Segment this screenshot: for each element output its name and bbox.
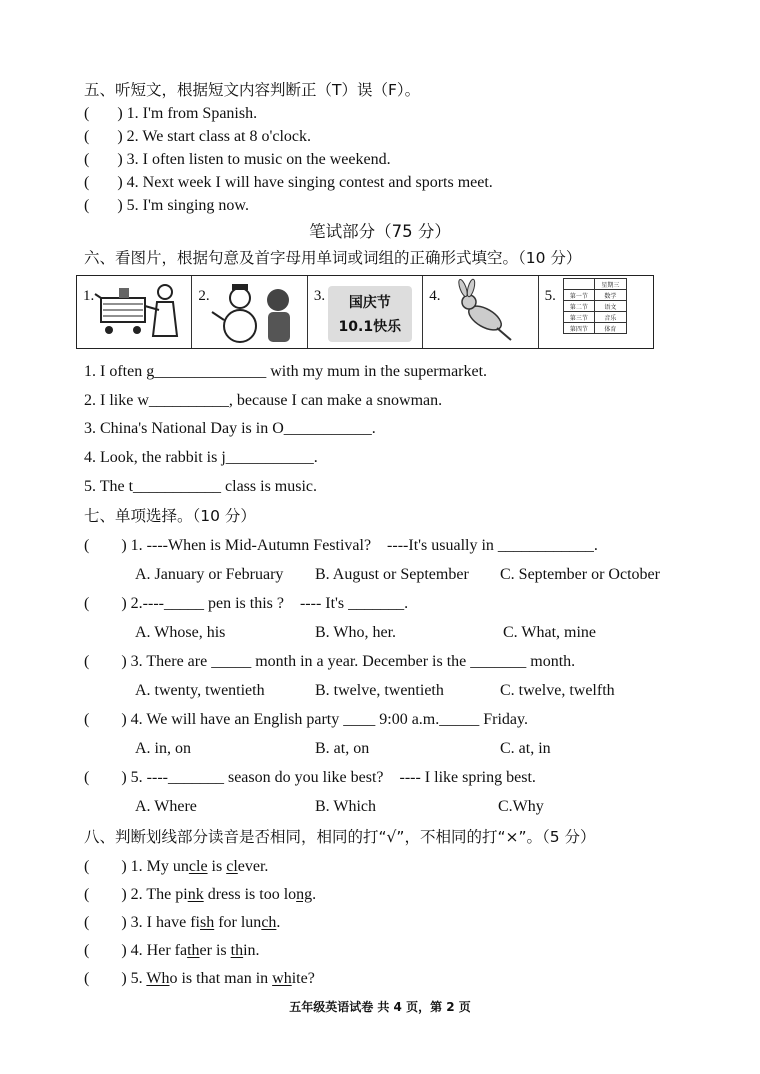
sign-text-1: 国庆节 xyxy=(348,295,391,311)
section7-title: 七、单项选择。（10 分） xyxy=(84,507,256,525)
option-c[interactable]: C. twelve, twelfth xyxy=(500,682,615,699)
text: ever. xyxy=(237,858,269,875)
picture-number: 5. xyxy=(544,288,556,304)
section6-sentence-3 xyxy=(84,419,376,439)
question-stem: ( ) 4. We will have an English party ____ 9:00 a.m._____ Friday. xyxy=(84,711,528,728)
underlined-part: ch xyxy=(261,914,277,931)
underlined-part: cl xyxy=(226,858,238,875)
schedule-subject: 音乐 xyxy=(595,312,627,323)
section8-item-4 xyxy=(84,941,260,961)
question-stem: ( ) 5. ----_______ season do you like best? ---- I like spring best. xyxy=(84,769,536,786)
sentence-text: with my mum in the supermarket. xyxy=(266,363,488,380)
option-a[interactable]: A. Whose, his xyxy=(135,624,226,641)
picture-number: 3. xyxy=(313,288,326,304)
underlined-part: sh xyxy=(199,914,215,931)
schedule-subject: 数学 xyxy=(595,290,627,301)
section5-title: 五、听短文，根据短文内容判断正（T）误（F）。 xyxy=(84,81,421,99)
text: ( ) 2. The pi xyxy=(84,886,188,903)
picture-number: 1. xyxy=(83,288,95,304)
section5-item-1: ( ) 1. I'm from Spanish. xyxy=(84,105,258,122)
schedule-period: 第二节 xyxy=(563,301,595,312)
section8-item-3 xyxy=(84,913,280,933)
text: . xyxy=(312,886,317,903)
written-part-title: 笔试部分（75 分） xyxy=(309,222,451,241)
text: is xyxy=(207,858,227,875)
section5-item-3: ( ) 3. I often listen to music on the weekend. xyxy=(84,151,391,168)
option-b[interactable]: B. August or September xyxy=(315,566,469,583)
section6-sentence-1 xyxy=(84,362,487,382)
text: ite? xyxy=(291,970,315,987)
section6-title: 六、看图片，根据句意及首字母用单词或词组的正确形式填空。（10 分） xyxy=(84,249,582,267)
section8-item-5 xyxy=(84,969,315,989)
underlined-part: wh xyxy=(272,970,292,987)
text: er is xyxy=(199,942,231,959)
fill-blank[interactable]: ______________ xyxy=(154,363,267,380)
schedule-period: 第四节 xyxy=(563,323,595,334)
underlined-part: th xyxy=(187,942,200,959)
snowman-icon xyxy=(206,276,306,348)
picture-table xyxy=(76,275,654,349)
option-c[interactable]: C.Why xyxy=(498,798,544,815)
sign-text-2: 10.1快乐 xyxy=(338,319,402,335)
section5-item-2: ( ) 2. We start class at 8 o'clock. xyxy=(84,128,312,145)
underlined-part: cle xyxy=(188,858,208,875)
picture-cell-4 xyxy=(423,276,538,348)
sentence-text: 1. I often g xyxy=(84,363,155,380)
sentence-text: 3. China's National Day is in O xyxy=(84,420,284,437)
section5-item-5: ( ) 5. I'm singing now. xyxy=(84,197,249,214)
option-a[interactable]: A. twenty, twentieth xyxy=(135,682,265,699)
section6-sentence-4 xyxy=(84,448,318,468)
sentence-text: . xyxy=(313,449,318,466)
picture-cell-1 xyxy=(77,276,192,348)
fill-blank[interactable]: __________ xyxy=(148,392,229,409)
option-c[interactable]: C. What, mine xyxy=(503,624,597,641)
sentence-text: class is music. xyxy=(221,478,318,495)
text: . xyxy=(276,914,281,931)
schedule-subject: 语文 xyxy=(595,301,627,312)
page-footer: 五年级英语试卷 共 4 页，第 2 页 xyxy=(289,1000,471,1014)
national-day-sign-icon xyxy=(328,286,412,342)
text: o is that man in xyxy=(169,970,273,987)
option-a[interactable]: A. Where xyxy=(135,798,197,815)
shopping-cart-icon xyxy=(91,276,191,348)
picture-number: 2. xyxy=(198,288,210,304)
question-stem: ( ) 1. ----When is Mid-Autumn Festival? ----It's usually in ____________. xyxy=(84,537,598,554)
option-c[interactable]: C. September or October xyxy=(500,566,660,583)
picture-number: 4. xyxy=(429,288,441,304)
option-a[interactable]: A. in, on xyxy=(135,740,191,757)
section8-item-1 xyxy=(84,857,268,877)
section8-item-2 xyxy=(84,885,316,905)
schedule-icon xyxy=(563,278,627,334)
schedule-header: 星期三 xyxy=(595,279,627,290)
fill-blank[interactable]: ___________ xyxy=(225,449,314,466)
schedule-period: 第一节 xyxy=(563,290,595,301)
option-b[interactable]: B. Who, her. xyxy=(315,624,397,641)
option-a[interactable]: A. January or February xyxy=(135,566,284,583)
text: ( ) 1. My un xyxy=(84,858,189,875)
sentence-text: 2. I like w xyxy=(84,392,149,409)
option-b[interactable]: B. at, on xyxy=(315,740,370,757)
underlined-part: ng xyxy=(296,886,313,903)
option-b[interactable]: B. Which xyxy=(315,798,377,815)
section6-sentence-5 xyxy=(84,477,317,497)
section8-title: 八、判断划线部分读音是否相同，相同的打“√”，不相同的打“×”。（5 分） xyxy=(84,828,596,846)
sentence-text: 5. The t xyxy=(84,478,134,495)
option-c[interactable]: C. at, in xyxy=(500,740,551,757)
underlined-part: Wh xyxy=(146,970,170,987)
text: for lun xyxy=(214,914,262,931)
text: ( ) 4. Her fa xyxy=(84,942,188,959)
schedule-period: 第三节 xyxy=(563,312,595,323)
question-stem: ( ) 3. There are _____ month in a year. December is the _______ month. xyxy=(84,653,576,670)
text: ( ) 5. xyxy=(84,970,147,987)
picture-cell-3 xyxy=(308,276,423,348)
picture-cell-2 xyxy=(192,276,307,348)
underlined-part: nk xyxy=(187,886,204,903)
sentence-text: . xyxy=(371,420,376,437)
sentence-text: 4. Look, the rabbit is j xyxy=(84,449,226,466)
option-b[interactable]: B. twelve, twentieth xyxy=(315,682,444,699)
picture-cell-5 xyxy=(539,276,653,348)
rabbit-icon xyxy=(437,276,537,348)
section5-item-4: ( ) 4. Next week I will have singing contest and sports meet. xyxy=(84,174,493,191)
section6-sentence-2 xyxy=(84,391,442,411)
schedule-subject: 体育 xyxy=(595,323,627,334)
sentence-text: , because I can make a snowman. xyxy=(228,392,443,409)
fill-blank[interactable]: ___________ xyxy=(133,478,222,495)
fill-blank[interactable]: ___________ xyxy=(283,420,372,437)
text: ( ) 3. I have fi xyxy=(84,914,200,931)
question-stem: ( ) 2.----_____ pen is this ? ---- It's _______. xyxy=(84,595,409,612)
text: dress is too lo xyxy=(203,886,297,903)
text: in. xyxy=(243,942,260,959)
underlined-part: th xyxy=(230,942,244,959)
